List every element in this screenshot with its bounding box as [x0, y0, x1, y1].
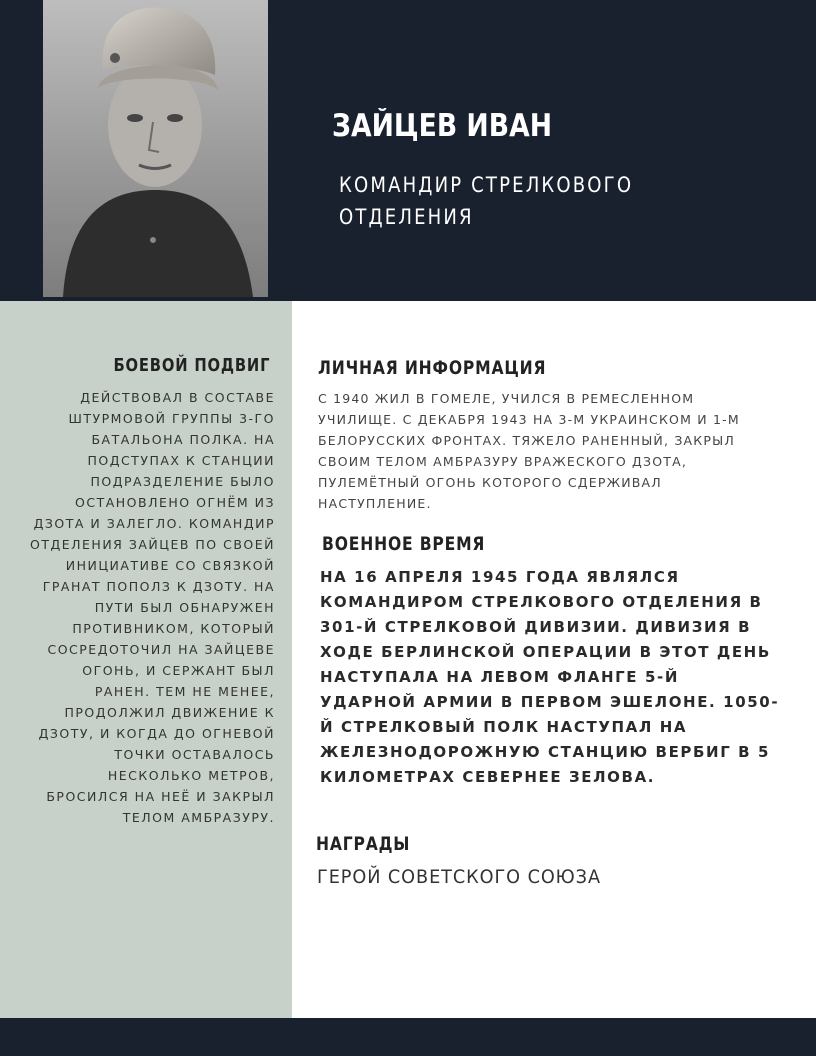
awards-title: НАГРАДЫ [316, 833, 411, 855]
person-name: ЗАЙЦЕВ ИВАН [332, 108, 553, 144]
portrait-photo [43, 0, 268, 297]
combat-feat-title: БОЕВОЙ ПОДВИГ [113, 355, 270, 376]
wartime-title: ВОЕННОЕ ВРЕМЯ [322, 533, 486, 555]
sidebar-panel [0, 301, 292, 1018]
header-banner [0, 0, 816, 301]
person-role: КОМАНДИР СТРЕЛКОВОГО ОТДЕЛЕНИЯ [339, 173, 634, 229]
combat-feat-text: ДЕЙСТВОВАЛ В СОСТАВЕ ШТУРМОВОЙ ГРУППЫ 3-ГО БАТАЛЬОНА ПОЛКА. НА ПОДСТУПАХ К СТАНЦИИ ПОДРАЗДЕЛЕНИЕ БЫЛО ОСТАНОВЛЕНО ОГНЁМ ИЗ ДЗОТА И ЗАЛЕГЛО. КОМАНДИР ОТДЕЛЕНИЯ ЗАЙЦЕВ ПО СВОЕЙ ИНИЦИАТИВЕ СО СВЯЗКОЙ ГРАНАТ ПОПОЛЗ К ДЗОТУ. НА ПУТИ БЫЛ ОБНАРУЖЕН ПРОТИВНИКОМ, КОТОРЫЙ СОСРЕДОТОЧИЛ НА ЗАЙЦЕВЕ ОГОНЬ, И СЕРЖАНТ БЫЛ РАНЕН. ТЕМ НЕ МЕНЕЕ, ПРОДОЛЖИЛ ДВИЖЕНИЕ К ДЗОТУ, И КОГДА ДО ОГНЕВОЙ ТОЧКИ ОСТАВАЛОСЬ НЕСКОЛЬКО МЕТРОВ, БРОСИЛСЯ НА НЕЁ И ЗАКРЫЛ ТЕЛОМ АМБРАЗУРУ. [29, 390, 275, 825]
portrait-image [43, 0, 268, 297]
personal-info-text: С 1940 ЖИЛ В ГОМЕЛЕ, УЧИЛСЯ В РЕМЕСЛЕННОМ УЧИЛИЩЕ. С ДЕКАБРЯ 1943 НА 3-М УКРАИНСКОМ И 1-М БЕЛОРУССКИХ ФРОНТАХ. ТЯЖЕЛО РАНЕННЫЙ, ЗАКРЫЛ СВОИМ ТЕЛОМ АМБРАЗУРУ ВРАЖЕСКОГО ДЗОТА, ПУЛЕМЁТНЫЙ ОГОНЬ КОТОРОГО СДЕРЖИВАЛ НАСТУПЛЕНИЕ. [318, 391, 740, 511]
footer-bar [0, 1018, 816, 1056]
wartime-text: НА 16 АПРЕЛЯ 1945 ГОДА ЯВЛЯЛСЯ КОМАНДИРОМ СТРЕЛКОВОГО ОТДЕЛЕНИЯ В 301-Й СТРЕЛКОВОЙ ДИВИЗИИ. ДИВИЗИЯ В ХОДЕ БЕРЛИНСКОЙ ОПЕРАЦИИ В ЭТОТ ДЕНЬ НАСТУПАЛА НА ЛЕВОМ ФЛАНГЕ 5-Й УДАРНОЙ АРМИИ В ПЕРВОМ ЭШЕЛОНЕ. 1050-Й СТРЕЛКОВЫЙ ПОЛК НАСТУПАЛ НА ЖЕЛЕЗНОДОРОЖНУЮ СТАНЦИЮ ВЕРБИГ В 5 КИЛОМЕТРАХ СЕВЕРНЕЕ ЗЕЛОВА. [320, 568, 780, 786]
personal-info-title: ЛИЧНАЯ ИНФОРМАЦИЯ [318, 357, 547, 379]
awards-text: ГЕРОЙ СОВЕТСКОГО СОЮЗА [317, 866, 601, 888]
